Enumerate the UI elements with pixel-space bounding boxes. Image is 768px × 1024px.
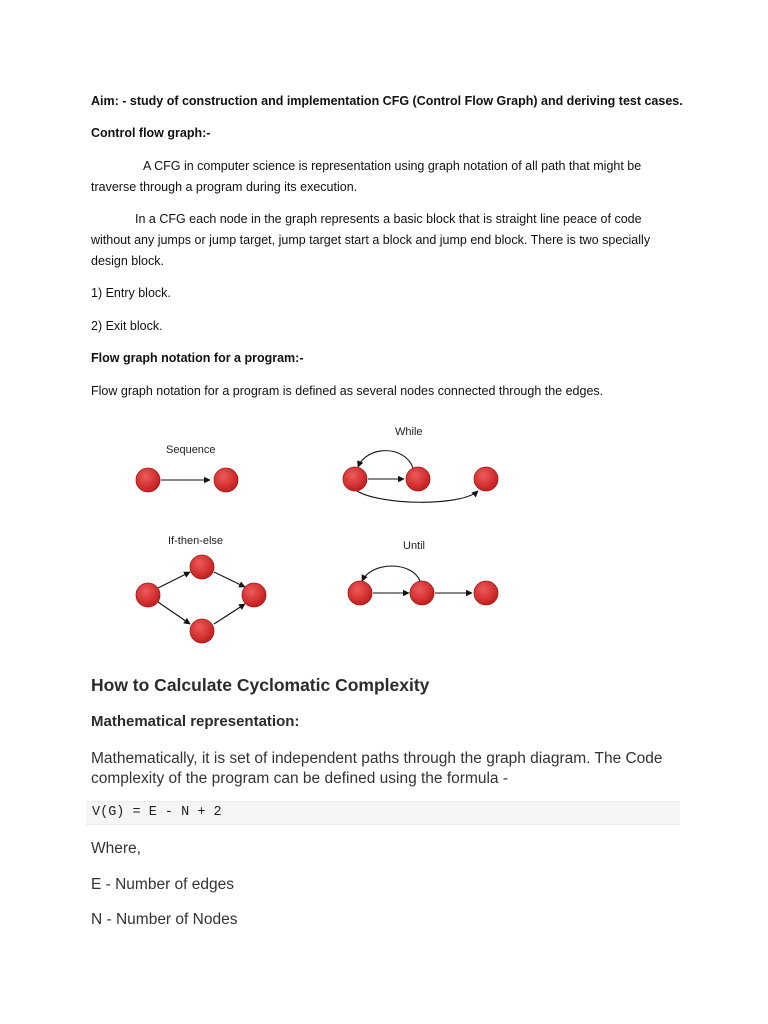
- ite-node-join: [242, 583, 266, 607]
- ite-node-then: [190, 555, 214, 579]
- ite-edge-else-join: [214, 604, 245, 624]
- math-description: Mathematically, it is set of independent paths through the graph diagram. The Code complexity of the program can be defined using the formula -: [91, 750, 663, 787]
- nodes-definition: N - Number of Nodes: [91, 911, 238, 928]
- while-node-2: [406, 467, 430, 491]
- formula-code-block: [86, 801, 680, 825]
- math-representation-heading: Mathematical representation:: [91, 713, 300, 730]
- cyclomatic-complexity-heading: How to Calculate Cyclomatic Complexity: [91, 675, 430, 695]
- notation-heading: Flow graph notation for a program:-: [91, 351, 304, 365]
- while-loop-back-edge: [358, 451, 413, 468]
- cfg-heading: Control flow graph:-: [91, 126, 211, 140]
- until-node-1: [348, 581, 372, 605]
- sequence-node-1: [136, 468, 160, 492]
- while-node-3: [474, 467, 498, 491]
- ite-edge-to-then: [158, 572, 190, 588]
- ite-node-else: [190, 619, 214, 643]
- notation-text: Flow graph notation for a program is defined as several nodes connected through the edges.: [91, 384, 604, 398]
- until-label: Until: [403, 540, 426, 552]
- formula-text: V(G) = E - N + 2: [92, 805, 222, 820]
- sequence-node-2: [214, 468, 238, 492]
- ite-node-start: [136, 583, 160, 607]
- until-node-3: [474, 581, 498, 605]
- ite-edge-to-else: [158, 602, 190, 624]
- while-exit-edge: [357, 491, 478, 502]
- while-node-1: [343, 467, 367, 491]
- while-label: While: [395, 426, 423, 438]
- ifthenelse-label: If-then-else: [168, 535, 224, 547]
- where-label: Where,: [91, 840, 141, 857]
- until-node-2: [410, 581, 434, 605]
- exit-block-item: 2) Exit block.: [91, 319, 163, 333]
- ite-edge-then-join: [214, 572, 245, 587]
- entry-block-item: 1) Entry block.: [91, 286, 171, 300]
- edges-definition: E - Number of edges: [91, 876, 235, 893]
- cfg-paragraph-2: In a CFG each node in the graph represents a basic block that is straight line peace of code without any jumps or jump target, jump target start a block and jump end block. There is two specially design block.: [91, 212, 651, 268]
- aim-statement: Aim: - study of construction and implementation CFG (Control Flow Graph) and deriving test cases.: [91, 94, 683, 108]
- cfg-paragraph-1: A CFG in computer science is representation using graph notation of all path that might be traverse through a program during its execution.: [91, 159, 642, 194]
- sequence-label: Sequence: [166, 444, 216, 456]
- until-loop-back-edge: [362, 566, 420, 581]
- flow-graph-notation-diagram: [0, 415, 768, 655]
